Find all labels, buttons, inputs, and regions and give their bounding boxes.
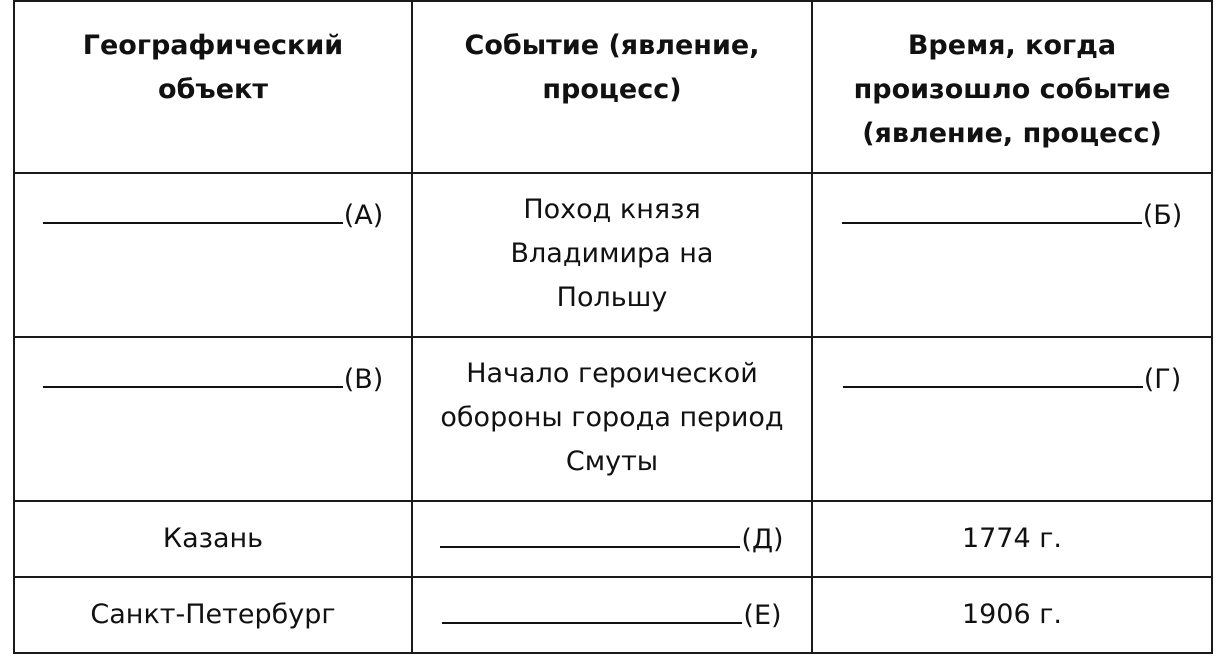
- object-text: Санкт-Петербург: [90, 599, 336, 630]
- table-row: [14, 173, 1212, 337]
- history-geography-table: [13, 0, 1213, 654]
- blank-letter: (А): [343, 200, 384, 231]
- cell-object: [14, 577, 412, 653]
- cell-event: [412, 173, 812, 337]
- blank-letter: (В): [343, 364, 384, 395]
- cell-object-blank: [14, 173, 412, 337]
- header-label: Событие (явление, процесс): [464, 30, 760, 105]
- blank-letter: (Д): [741, 524, 784, 555]
- table-row: [14, 337, 1212, 501]
- header-event: [412, 1, 812, 173]
- answer-blank: [440, 516, 783, 562]
- blank-letter: (Б): [1142, 200, 1183, 231]
- cell-object-blank: [14, 337, 412, 501]
- table-header-row: [14, 1, 1212, 173]
- header-time: [812, 1, 1212, 173]
- answer-blank: [842, 192, 1183, 238]
- table-row: [14, 501, 1212, 577]
- event-text: Начало героической обороны города период Смуты: [440, 358, 784, 477]
- cell-event: [412, 337, 812, 501]
- cell-time-blank: [812, 173, 1212, 337]
- time-text: 1906 г.: [961, 599, 1063, 630]
- answer-blank: [843, 356, 1182, 402]
- cell-event-blank: [412, 577, 812, 653]
- answer-blank: [43, 192, 384, 238]
- answer-blank: [43, 356, 384, 402]
- event-text: Поход князя Владимира на Польшу: [510, 194, 714, 313]
- time-text: 1774 г.: [961, 523, 1063, 554]
- header-label: Время, когда произошло событие (явление, процесс): [853, 30, 1171, 149]
- header-geographic-object: [14, 1, 412, 173]
- cell-event-blank: [412, 501, 812, 577]
- cell-time: [812, 501, 1212, 577]
- object-text: Казань: [162, 523, 264, 554]
- cell-time: [812, 577, 1212, 653]
- cell-time-blank: [812, 337, 1212, 501]
- header-label: Географический объект: [82, 30, 344, 105]
- cell-object: [14, 501, 412, 577]
- answer-blank: [442, 592, 781, 638]
- blank-letter: (Е): [743, 600, 782, 631]
- table-row: [14, 577, 1212, 653]
- blank-letter: (Г): [1143, 364, 1182, 395]
